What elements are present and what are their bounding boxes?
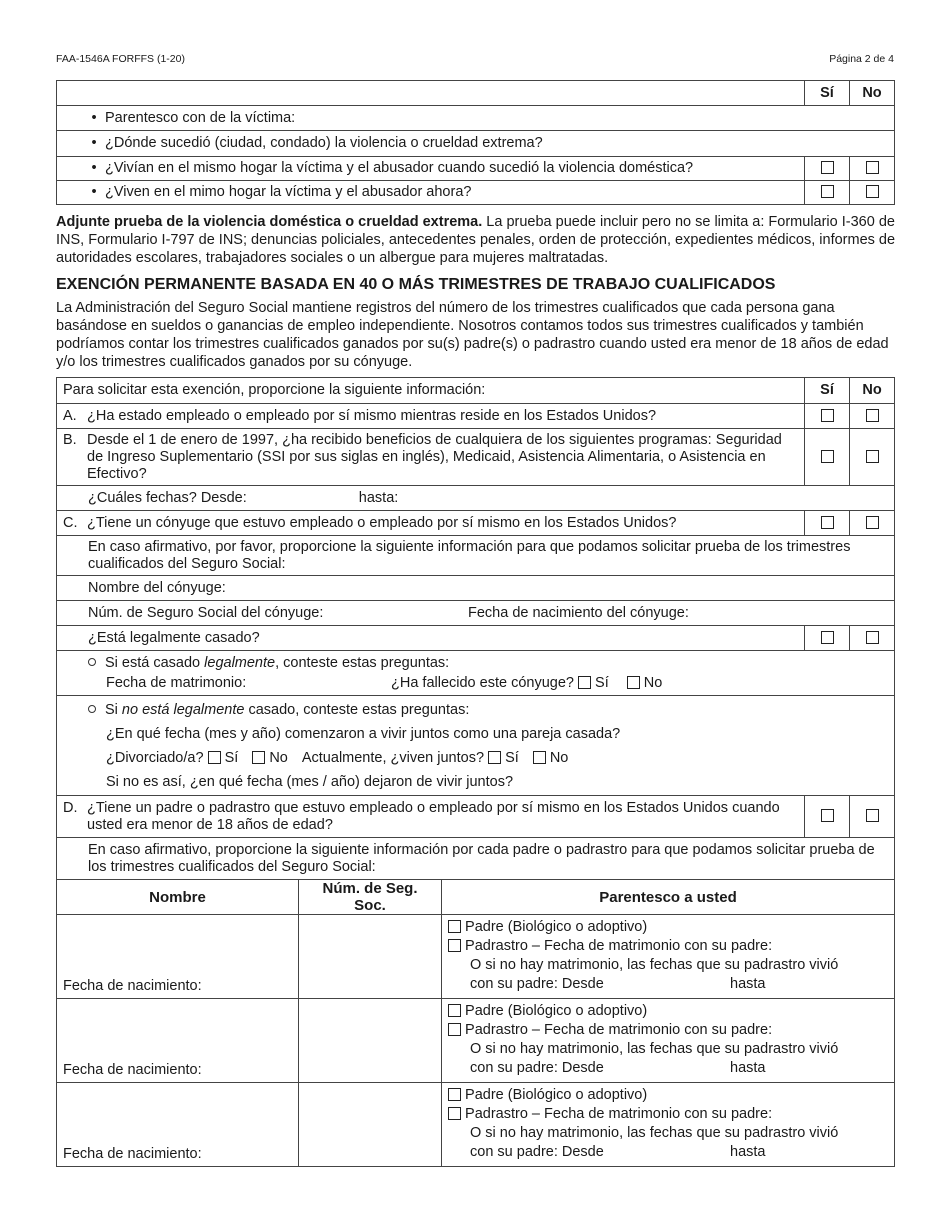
- no-header-2: No: [850, 378, 895, 404]
- circle-bullet-icon: [88, 705, 96, 713]
- divorced-no-checkbox[interactable]: [252, 751, 265, 764]
- living-no-label: No: [549, 749, 569, 766]
- question-d: [57, 796, 805, 838]
- lived-then-yes-checkbox[interactable]: [821, 161, 834, 174]
- d-yes-cell: [805, 796, 850, 838]
- until-label: hasta: [730, 1144, 766, 1160]
- parent-row: [57, 1083, 895, 1167]
- divorced-yes-label: Sí: [224, 749, 239, 766]
- section-intro: La Administración del Seguro Social mantiene registros del número de los trimestres cualificados que cada persona gana basándose en sueldos o ganancias de empleo independiente. Nosotros contamos todos sus trimestres cualificados y también podríamos contar los trimestres cualificados ganados por su(s) padre(s) o padrastro cuando usted era menor de 18 años de edad y/o los trimestres cualificados ganados por su cónyuge.: [56, 300, 889, 370]
- until-label: hasta: [730, 976, 766, 992]
- live-now-yes-checkbox[interactable]: [821, 185, 834, 198]
- form-id: FAA-1546A FORFFS (1-20): [56, 53, 185, 65]
- married-yes-checkbox[interactable]: [821, 631, 834, 644]
- a-no-checkbox[interactable]: [866, 409, 879, 422]
- yes-header: Sí: [805, 81, 850, 106]
- a-yes-cell: [805, 404, 850, 429]
- circle-bullet-icon: [88, 658, 96, 666]
- father-checkbox[interactable]: [448, 1088, 461, 1101]
- living-yes-checkbox[interactable]: [488, 751, 501, 764]
- a-no-cell: [850, 404, 895, 429]
- no-marriage-label: O si no hay matrimonio, las fechas que su padrastro vivió: [470, 957, 839, 973]
- legal-intro-em: legalmente: [204, 655, 276, 671]
- deceased-label: ¿Ha fallecido este cónyuge?: [391, 675, 574, 691]
- parent-relationship-cell: [442, 915, 895, 999]
- relationship-label: Parentesco con de la víctima:: [105, 109, 296, 126]
- father-checkbox[interactable]: [448, 1004, 461, 1017]
- a-yes-checkbox[interactable]: [821, 409, 834, 422]
- proof-text: La prueba puede incluir pero no se limita a: Formulario I-360 de INS, Formulario I-797 de INS; denuncias policiales, antecedentes penales, orden de protección, expedientes médicos, informes de autoridades escolares, trabajadores sociales o un albergue para mujeres maltratadas.: [56, 214, 896, 266]
- c-yes-cell: [805, 511, 850, 536]
- relationship-row: • Parentesco con de la víctima:: [57, 106, 895, 131]
- lived-together-then-row: • ¿Vivían en el mismo hogar la víctima y el abusador cuando sucedió la violencia doméstica?: [57, 157, 805, 181]
- parent-ssn-cell[interactable]: [299, 915, 442, 999]
- stepfather-checkbox[interactable]: [448, 939, 461, 952]
- married-yes-cell: [805, 626, 850, 651]
- dates-from-label: ¿Cuáles fechas? Desde:: [88, 489, 247, 506]
- yes-header-2: Sí: [805, 378, 850, 404]
- question-a: [57, 404, 805, 429]
- section-heading: EXENCIÓN PERMANENTE BASADA EN 40 O MÁS TRIMESTRES DE TRABAJO CUALIFICADOS: [56, 276, 776, 293]
- parent-relationship-cell: [442, 999, 895, 1083]
- parent-ssn-cell[interactable]: [299, 1083, 442, 1167]
- page-number: Página 2 de 4: [829, 53, 894, 65]
- spouse-ssn-label: Núm. de Seguro Social del cónyuge:: [88, 604, 324, 621]
- father-checkbox[interactable]: [448, 920, 461, 933]
- deceased-yes-label: Sí: [595, 675, 609, 691]
- question-a-label: A.: [63, 407, 77, 424]
- since-when-label: ¿En qué fecha (mes y año) comenzaron a vivir juntos como una pareja casada?: [106, 725, 621, 742]
- question-b: [57, 429, 805, 486]
- parent-dob-label: Fecha de nacimiento:: [63, 1146, 202, 1162]
- stepfather-checkbox[interactable]: [448, 1023, 461, 1036]
- stepfather-option-label: Padrastro – Fecha de matrimonio con su padre:: [465, 1106, 773, 1122]
- parent-ssn-header: Núm. de Seg. Soc.: [299, 880, 442, 915]
- parent-name-cell[interactable]: [57, 1083, 299, 1167]
- live-now-no-checkbox[interactable]: [866, 185, 879, 198]
- father-option-label: Padre (Biológico o adoptivo): [465, 1003, 648, 1019]
- living-no-checkbox[interactable]: [533, 751, 546, 764]
- question-c: [57, 511, 805, 536]
- where-label: ¿Dónde sucedió (ciudad, condado) la violencia o crueldad extrema?: [105, 135, 543, 151]
- father-option-label: Padre (Biológico o adoptivo): [465, 919, 648, 935]
- c-yes-checkbox[interactable]: [821, 516, 834, 529]
- spouse-dob-label: Fecha de nacimiento del cónyuge:: [468, 604, 689, 621]
- live-now-yes-cell: [805, 181, 850, 205]
- marriage-date-label: Fecha de matrimonio:: [106, 675, 247, 691]
- with-father-label: con su padre: Desde: [470, 976, 604, 992]
- stepfather-option-label: Padrastro – Fecha de matrimonio con su padre:: [465, 938, 773, 954]
- parent-relationship-header: Parentesco a usted: [442, 880, 895, 915]
- c-info-row: En caso afirmativo, por favor, proporcione la siguiente información para que podamos solicitar prueba de los trimestres cualificados del Seguro Social:: [57, 536, 895, 576]
- c-no-cell: [850, 511, 895, 536]
- blank-header-cell: [57, 81, 805, 106]
- with-father-label: con su padre: Desde: [470, 1060, 604, 1076]
- c-no-checkbox[interactable]: [866, 516, 879, 529]
- legal-intro-pre: Si está casado: [105, 655, 205, 671]
- deceased-no-checkbox[interactable]: [627, 676, 640, 689]
- no-marriage-label: O si no hay matrimonio, las fechas que su padrastro vivió: [470, 1041, 839, 1057]
- living-now-label: Actualmente, ¿viven juntos?: [301, 749, 485, 766]
- not-legal-pre: Si: [105, 701, 122, 718]
- b-no-cell: [850, 429, 895, 486]
- not-legally-married-block: [57, 696, 895, 796]
- d-no-cell: [850, 796, 895, 838]
- not-legal-em: no está legalmente: [121, 701, 245, 718]
- lived-then-no-checkbox[interactable]: [866, 161, 879, 174]
- divorced-no-label: No: [269, 749, 288, 766]
- legally-married-row: ¿Está legalmente casado?: [57, 626, 805, 651]
- living-yes-label: Sí: [505, 749, 519, 766]
- question-d-label: D.: [63, 799, 78, 816]
- divorced-yes-checkbox[interactable]: [208, 751, 221, 764]
- stepfather-checkbox[interactable]: [448, 1107, 461, 1120]
- lived-then-no-cell: [850, 157, 895, 181]
- lived-together-then-label: ¿Vivían en el mismo hogar la víctima y el abusador cuando sucedió la violencia doméstica?: [105, 160, 694, 176]
- divorced-line: [88, 746, 888, 770]
- live-now-no-cell: [850, 181, 895, 205]
- stopped-label: Si no es así, ¿en qué fecha (mes / año) dejaron de vivir juntos?: [106, 773, 514, 790]
- where-row: • ¿Dónde sucedió (ciudad, condado) la violencia o crueldad extrema?: [57, 131, 895, 157]
- married-no-checkbox[interactable]: [866, 631, 879, 644]
- parent-row: [57, 999, 895, 1083]
- b-no-checkbox[interactable]: [866, 450, 879, 463]
- parent-name-cell[interactable]: [57, 999, 299, 1083]
- parent-dob-label: Fecha de nacimiento:: [63, 1062, 202, 1078]
- married-no-cell: [850, 626, 895, 651]
- parent-ssn-cell[interactable]: [299, 999, 442, 1083]
- d-yes-checkbox[interactable]: [821, 809, 834, 822]
- question-c-text: ¿Tiene un cónyuge que estuvo empleado o empleado por sí mismo en los Estados Unidos?: [87, 514, 677, 531]
- exemption-table: [56, 377, 895, 1167]
- no-header: No: [850, 81, 895, 106]
- deceased-no-label: No: [643, 675, 663, 691]
- no-marriage-label: O si no hay matrimonio, las fechas que su padrastro vivió: [470, 1125, 839, 1141]
- with-father-label: con su padre: Desde: [470, 1144, 604, 1160]
- deceased-yes-checkbox[interactable]: [578, 676, 591, 689]
- d-no-checkbox[interactable]: [866, 809, 879, 822]
- b-dates-row: [57, 486, 895, 511]
- parent-name-cell[interactable]: [57, 915, 299, 999]
- spouse-name-row: Nombre del cónyuge:: [57, 576, 895, 601]
- d-info-row: En caso afirmativo, proporcione la siguiente información por cada padre o padrastro para que podamos solicitar prueba de los trimestres cualificados del Seguro Social:: [57, 838, 895, 880]
- question-c-label: C.: [63, 514, 78, 531]
- b-yes-checkbox[interactable]: [821, 450, 834, 463]
- until-label: hasta: [730, 1060, 766, 1076]
- parent-name-header: Nombre: [57, 880, 299, 915]
- question-b-text: Desde el 1 de enero de 1997, ¿ha recibido beneficios de cualquiera de los siguientes programas: Seguridad de Ingreso Suplementario (SSI por sus siglas en inglés), Medicaid, Asistencia Alimentaria, o Asistencia en Efectivo?: [87, 431, 782, 482]
- live-together-now-row: • ¿Viven en el mimo hogar la víctima y el abusador ahora?: [57, 181, 805, 205]
- proof-bold: Adjunte prueba de la violencia doméstica o crueldad extrema.: [56, 214, 483, 230]
- exemption-head: Para solicitar esta exención, proporcione la siguiente información:: [57, 378, 805, 404]
- dates-to-label: hasta:: [358, 489, 399, 506]
- legal-intro-post: , conteste estas preguntas:: [275, 655, 450, 671]
- parent-relationship-cell: [442, 1083, 895, 1167]
- question-d-text: ¿Tiene un padre o padrastro que estuvo empleado o empleado por sí mismo en los Estados Unidos cuando usted era menor de 18 años de edad?: [87, 799, 780, 833]
- stepfather-option-label: Padrastro – Fecha de matrimonio con su padre:: [465, 1022, 773, 1038]
- spouse-ssn-row: [57, 601, 895, 626]
- parent-dob-label: Fecha de nacimiento:: [63, 978, 202, 994]
- question-b-label: B.: [63, 431, 77, 448]
- b-yes-cell: [805, 429, 850, 486]
- not-legal-post: casado, conteste estas preguntas:: [244, 701, 470, 718]
- question-a-text: ¿Ha estado empleado o empleado por sí mismo mientras reside en los Estados Unidos?: [87, 407, 657, 424]
- proof-paragraph: [56, 213, 896, 267]
- father-option-label: Padre (Biológico o adoptivo): [465, 1087, 648, 1103]
- victim-info-table: [56, 80, 895, 205]
- divorced-label: ¿Divorciado/a?: [106, 749, 204, 766]
- page-header: [56, 53, 894, 65]
- lived-then-yes-cell: [805, 157, 850, 181]
- parent-row: [57, 915, 895, 999]
- live-together-now-label: ¿Viven en el mimo hogar la víctima y el abusador ahora?: [105, 184, 472, 200]
- legally-married-block: [57, 651, 895, 696]
